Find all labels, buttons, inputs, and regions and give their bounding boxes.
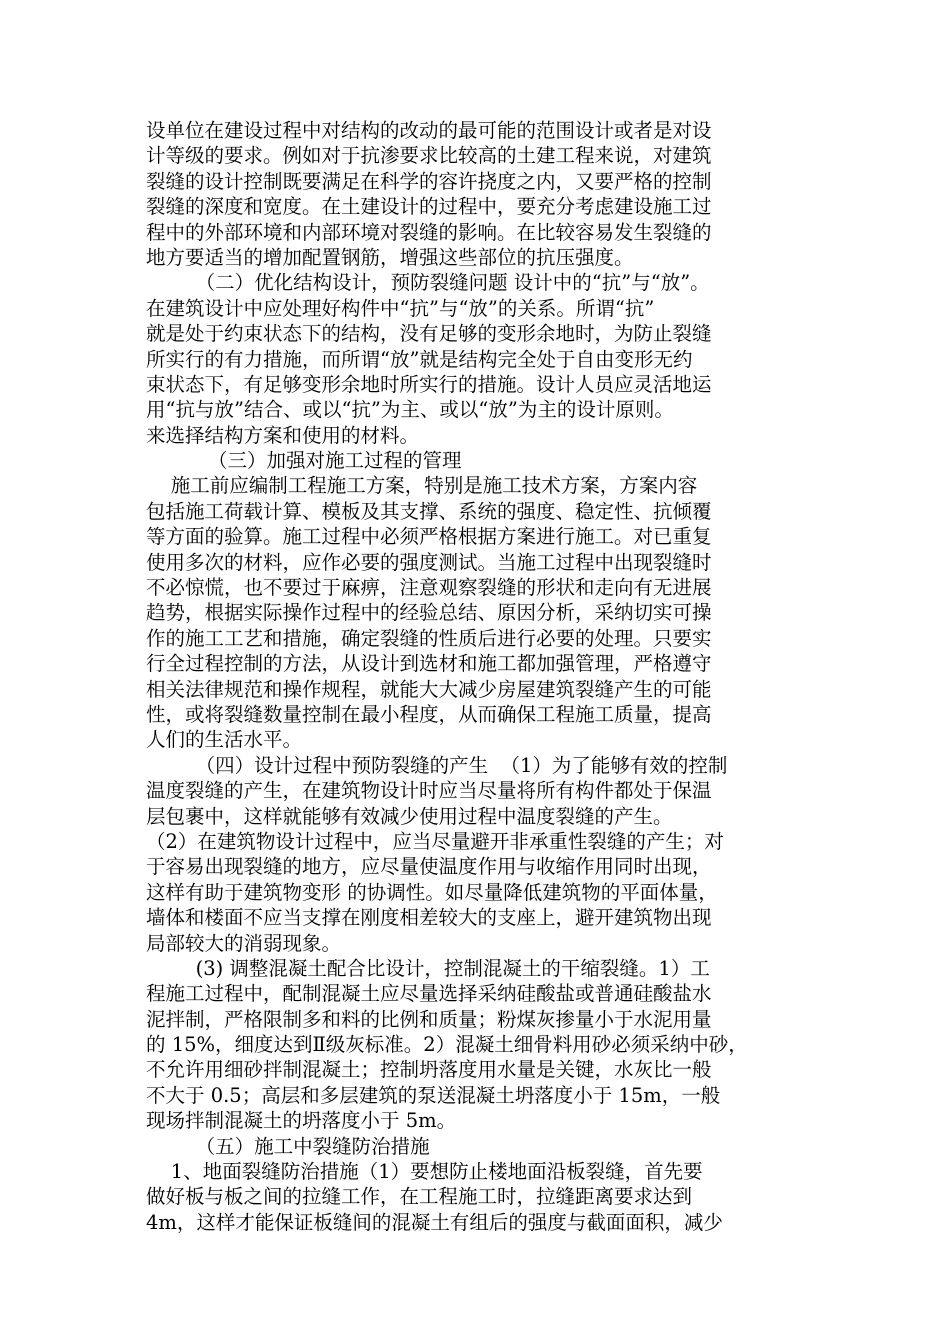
text-line: （2）在建筑物设计过程中，应当尽量避开非承重性裂缝的产生；对 xyxy=(146,829,724,853)
text-line: 裂缝的设计控制既要满足在科学的容许挠度之内，又要严格的控制 xyxy=(146,169,712,193)
text-line: 设单位在建设过程中对结构的改动的最可能的范围设计或者是对设 xyxy=(146,119,712,142)
text-line: 温度裂缝的产生，在建筑物设计时应当尽量将所有构件都处于保温 xyxy=(146,779,712,803)
text-line: 束状态下，有足够变形余地时所实行的措施。设计人员应灵活地运 xyxy=(146,372,712,396)
text-line: 1、地面裂缝防治措施（1）要想防止楼地面沿板裂缝，首先要 xyxy=(146,1160,703,1184)
text-line: 做好板与板之间的拉缝工作，在工程施工时，拉缝距离要求达到 xyxy=(146,1185,693,1209)
text-line: 在建筑设计中应处理好构件中“抗”与“放”的关系。所谓“抗” xyxy=(146,296,655,320)
section-heading-3: （三）加强对施工过程的管理 xyxy=(146,449,462,473)
text-line: 用“抗与放”结合、或以“抗”为主、或以“放”为主的设计原则。 xyxy=(146,398,674,422)
text-line: 不大于 0.5；高层和多层建筑的泵送混凝土坍落度小于 15m，一般 xyxy=(146,1083,721,1107)
text-line: 这样有助于建筑物变形 的协调性。如尽量降低建筑物的平面体量， xyxy=(146,880,718,904)
text-line: 包括施工荷载计算、模板及其支撑、系统的强度、稳定性、抗倾覆 xyxy=(146,499,712,523)
text-line: 人们的生活水平。 xyxy=(146,728,303,752)
section-heading-5: （五）施工中裂缝防治措施 xyxy=(146,1134,430,1158)
text-line: 程中的外部环境和内部环境对裂缝的影响。在比较容易发生裂缝的 xyxy=(146,220,712,244)
text-line: 4m，这样才能保证板缝间的混凝土有组后的强度与截面面积，减少 xyxy=(146,1210,723,1234)
text-line: 程施工过程中，配制混凝土应尽量选择采纳硅酸盐或普通硅酸盐水 xyxy=(146,982,712,1006)
text-line: 使用多次的材料，应作必要的强度测试。当施工过程中出现裂缝时 xyxy=(146,550,712,574)
section-heading-2: （二）优化结构设计，预防裂缝问题 设计中的“抗”与“放”。 xyxy=(146,271,710,295)
text-line: 现场拌制混凝土的坍落度小于 5m。 xyxy=(146,1109,457,1133)
text-line: 不允许用细砂拌制混凝土；控制坍落度用水量是关键，水灰比一般 xyxy=(146,1058,712,1082)
text-line: 作的施工工艺和措施，确定裂缝的性质后进行必要的处理。只要实 xyxy=(146,626,712,650)
text-line: 趋势，根据实际操作过程中的经验总结、原因分析，采纳切实可操 xyxy=(146,601,712,625)
text-line: 等方面的验算。施工过程中必须严格根据方案进行施工。对已重复 xyxy=(146,525,712,549)
text-line: 裂缝的深度和宽度。在土建设计的过程中，要充分考虑建设施工过 xyxy=(146,195,712,219)
text-line: 层包裹中，这样就能够有效减少使用过程中温度裂缝的产生。 xyxy=(146,804,673,828)
text-line: 于容易出现裂缝的地方，应尽量使温度作用与收缩作用同时出现， xyxy=(146,855,712,879)
text-line: 不必惊慌，也不要过于麻痹，注意观察裂缝的形状和走向有无进展 xyxy=(146,576,712,600)
text-line: 相关法律规范和操作规程，就能大大减少房屋建筑裂缝产生的可能 xyxy=(146,677,712,701)
text-line: 局部较大的消弱现象。 xyxy=(146,931,342,955)
section-heading-4: （四）设计过程中预防裂缝的产生 （1）为了能够有效的控制 xyxy=(146,753,728,777)
text-line: 就是处于约束状态下的结构，没有足够的变形余地时，为防止裂缝 xyxy=(146,322,712,346)
text-line: 的 15%，细度达到Ⅱ级灰标准。2）混凝土细骨料用砂必须采纳中砂， xyxy=(146,1033,748,1057)
text-line: (3) 调整混凝土配合比设计，控制混凝土的干缩裂缝。1）工 xyxy=(146,956,710,980)
document-body xyxy=(146,118,822,1235)
text-line: 地方要适当的增加配置钢筋，增强这些部位的抗压强度。 xyxy=(146,245,634,269)
text-line: 墙体和楼面不应当支撑在刚度相差较大的支座上，避开建筑物出现 xyxy=(146,906,712,930)
text-line: 计等级的要求。例如对于抗渗要求比较高的土建工程来说，对建筑 xyxy=(146,144,712,168)
text-line: 性，或将裂缝数量控制在最小程度，从而确保工程施工质量，提高 xyxy=(146,702,712,726)
text-line: 来选择结构方案和使用的材料。 xyxy=(146,423,420,447)
text-line: 泥拌制，严格限制多和料的比例和质量；粉煤灰掺量小于水泥用量 xyxy=(146,1007,712,1031)
text-line: 施工前应编制工程施工方案，特别是施工技术方案，方案内容 xyxy=(146,474,698,498)
text-line: 行全过程控制的方法，从设计到选材和施工都加强管理，严格遵守 xyxy=(146,652,712,676)
text-line: 所实行的有力措施，而所谓“放”就是结构完全处于自由变形无约 xyxy=(146,347,693,371)
